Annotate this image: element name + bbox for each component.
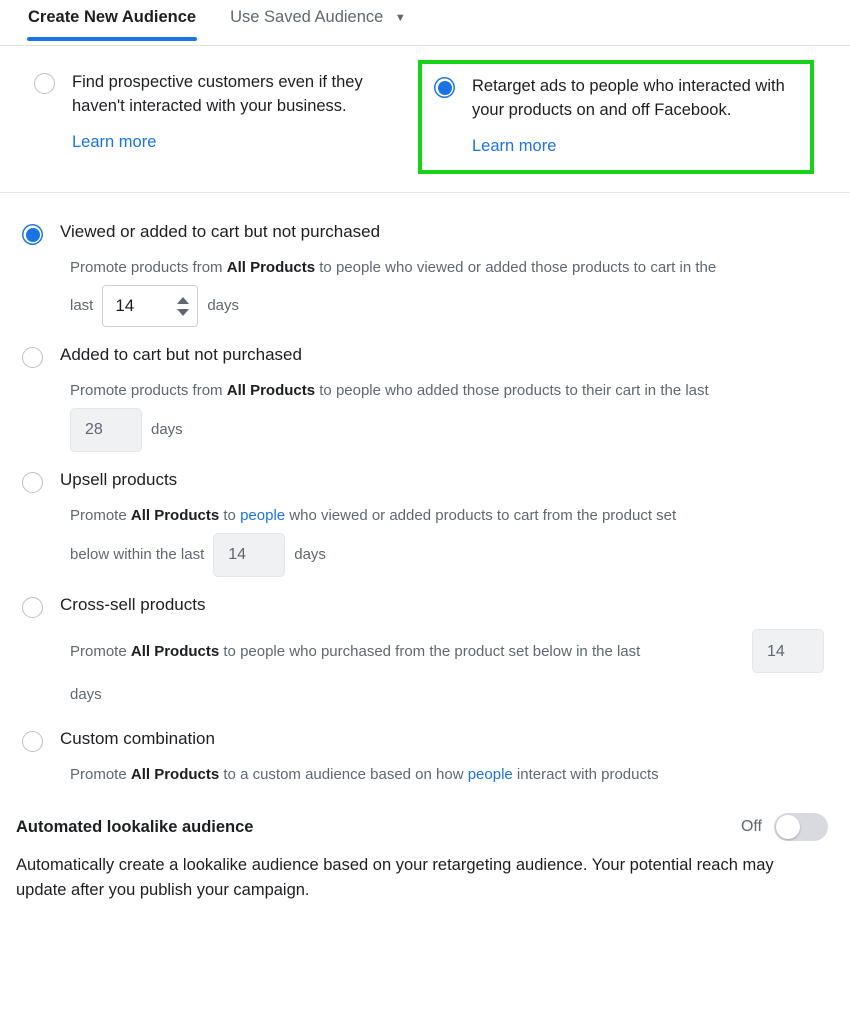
choice-retargeting-body — [472, 74, 798, 158]
option-cross-sell-desc-pre: Promote — [70, 642, 131, 660]
option-custom-combination — [22, 728, 828, 786]
option-upsell-desc-mid: to — [219, 507, 241, 524]
choice-retargeting-text: Retarget ads to people who interacted with your products on and off Facebook. — [472, 77, 785, 119]
radio-retargeting[interactable] — [434, 77, 455, 98]
days-stepper-viewed-arrows[interactable] — [173, 297, 193, 316]
option-added-desc-bold: All Products — [226, 382, 316, 399]
option-custom-desc-pre: Promote — [70, 766, 131, 783]
option-upsell-head[interactable] — [22, 469, 828, 493]
option-cross-sell-row-suffix: days — [70, 686, 102, 703]
option-custom-title: Custom combination — [60, 729, 215, 748]
radio-added-to-cart[interactable] — [22, 347, 43, 368]
choice-retargeting[interactable] — [418, 60, 814, 174]
option-upsell-people-link[interactable]: people — [240, 507, 286, 524]
option-added-description — [70, 379, 828, 402]
tab-create-new-audience-label: Create New Audience — [28, 8, 197, 26]
audience-type-choices — [0, 46, 850, 193]
option-upsell-description — [70, 504, 828, 527]
radio-viewed-or-added-to-cart[interactable] — [22, 224, 43, 245]
option-custom-desc-bold: All Products — [130, 766, 220, 783]
option-cross-sell-description — [70, 629, 828, 673]
automated-lookalike-description: Automatically create a lookalike audience based on your retargeting audience. Your potential reach may update after you publish your campaign. — [16, 856, 774, 899]
option-viewed-head[interactable] — [22, 221, 828, 245]
automated-lookalike-header — [16, 813, 828, 841]
option-upsell-products — [22, 469, 828, 577]
option-viewed-day-row — [70, 285, 828, 327]
option-upsell-row-prefix: below within the last — [70, 546, 205, 563]
option-added-title: Added to cart but not purchased — [60, 345, 302, 364]
tab-create-new-audience[interactable] — [28, 0, 196, 40]
option-upsell-day-row — [70, 533, 828, 577]
option-viewed-or-added-to-cart — [22, 221, 828, 327]
option-custom-head[interactable] — [22, 728, 828, 752]
option-viewed-title: Viewed or added to cart but not purchased — [60, 222, 381, 241]
days-stepper-viewed[interactable] — [102, 285, 198, 327]
option-added-row-suffix: days — [151, 421, 183, 438]
option-added-head[interactable] — [22, 344, 828, 368]
choice-prospecting-body — [72, 70, 406, 154]
option-viewed-row-suffix: days — [207, 297, 240, 314]
learn-more-link-retargeting[interactable]: Learn more — [472, 137, 557, 155]
radio-custom-combination[interactable] — [22, 731, 43, 752]
option-upsell-row-suffix: days — [294, 546, 326, 563]
automated-lookalike-toggle-wrap — [741, 813, 828, 841]
option-custom-description — [70, 763, 828, 786]
option-cross-sell-desc-text — [70, 640, 640, 663]
option-viewed-description — [70, 256, 828, 279]
automated-lookalike-title: Automated lookalike audience — [16, 817, 254, 836]
option-custom-desc-post: interact with products — [512, 766, 659, 783]
retargeting-options-list — [0, 193, 850, 786]
automated-lookalike-section — [0, 803, 850, 903]
option-cross-sell-head[interactable] — [22, 594, 828, 618]
option-custom-people-link[interactable]: people — [467, 766, 513, 783]
option-cross-sell-desc-post: to people who purchased from the product set below in the last — [219, 642, 641, 660]
toggle-knob — [776, 815, 800, 839]
option-viewed-desc-bold: All Products — [226, 259, 316, 276]
option-upsell-desc-pre: Promote — [70, 507, 131, 524]
radio-upsell-products[interactable] — [22, 472, 43, 493]
days-field-added[interactable]: 28 — [70, 408, 142, 452]
option-added-to-cart — [22, 344, 828, 452]
option-viewed-desc-pre: Promote products from — [70, 259, 227, 276]
choice-prospecting[interactable] — [22, 60, 418, 166]
option-cross-sell-products — [22, 594, 828, 711]
stepper-up-icon[interactable] — [177, 297, 189, 304]
option-cross-sell-title: Cross-sell products — [60, 595, 206, 614]
days-stepper-viewed-value[interactable]: 14 — [115, 296, 135, 315]
automated-lookalike-toggle[interactable] — [774, 813, 828, 841]
option-upsell-desc-bold: All Products — [130, 507, 220, 524]
radio-cross-sell-products[interactable] — [22, 597, 43, 618]
option-cross-sell-desc-bold: All Products — [130, 642, 220, 660]
option-viewed-row-prefix: last — [70, 297, 94, 314]
days-field-cross-sell[interactable]: 14 — [752, 629, 824, 673]
choice-prospecting-text: Find prospective customers even if they haven't interacted with your business. — [72, 73, 363, 115]
option-added-day-row — [70, 408, 828, 452]
tab-use-saved-audience[interactable] — [230, 0, 406, 40]
chevron-down-icon: ▼ — [394, 11, 406, 24]
stepper-down-icon[interactable] — [177, 309, 189, 316]
option-added-desc-post: to people who added those products to their cart in the last — [315, 382, 709, 399]
audience-tab-bar — [0, 0, 850, 46]
option-upsell-title: Upsell products — [60, 470, 178, 489]
learn-more-link-prospecting[interactable]: Learn more — [72, 133, 157, 151]
option-viewed-desc-post: to people who viewed or added those products to cart in the — [315, 259, 717, 276]
option-custom-desc-mid: to a custom audience based on how — [219, 766, 468, 783]
option-upsell-desc-post: who viewed or added products to cart from the product set — [285, 507, 677, 524]
tab-use-saved-audience-label: Use Saved Audience — [230, 8, 384, 26]
option-cross-sell-day-row — [70, 679, 828, 711]
days-field-upsell[interactable]: 14 — [213, 533, 285, 577]
automated-lookalike-toggle-label: Off — [740, 818, 762, 835]
radio-prospecting[interactable] — [34, 73, 55, 94]
option-added-desc-pre: Promote products from — [70, 382, 227, 399]
